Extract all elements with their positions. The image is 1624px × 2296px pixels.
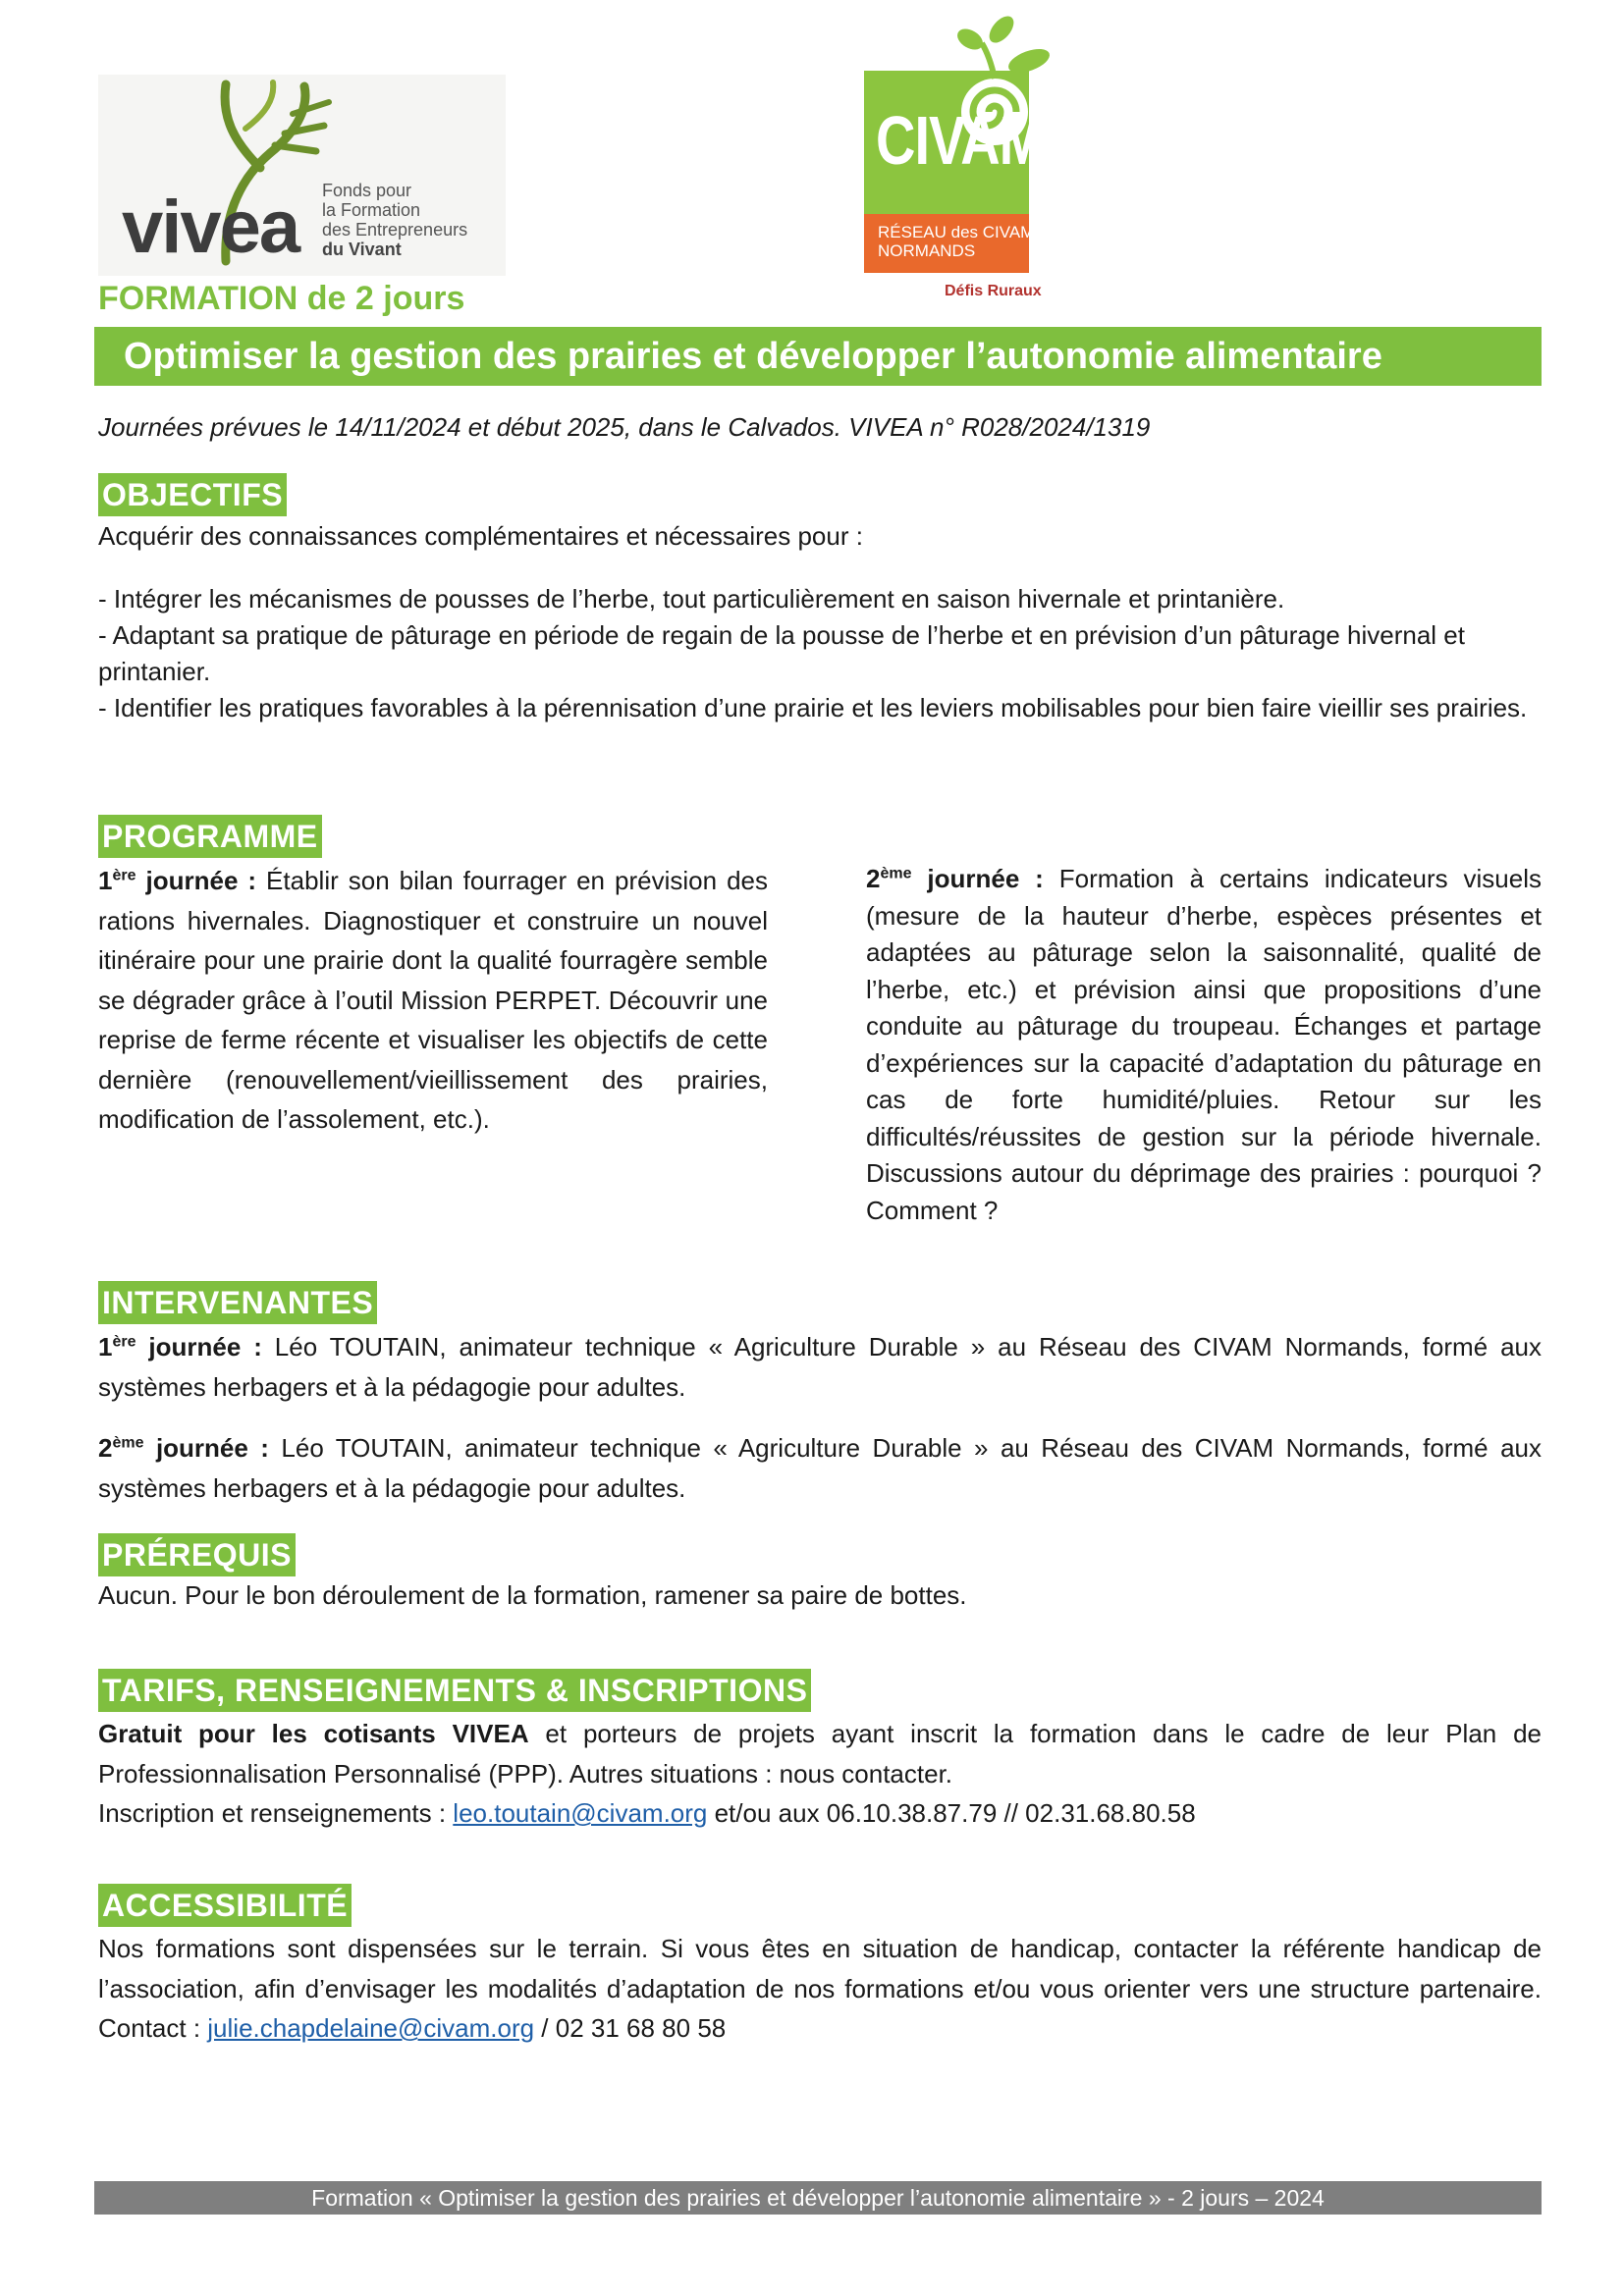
civam-wordmark: CIVAM [876,101,1045,179]
prerequis-heading: PRÉREQUIS [98,1533,296,1576]
programme-day2: 2ème journée : Formation à certains indicateurs visuels (mesure de la hauteur d’herbe, espèces présentes et adaptées au pâturage selon la saisonnalité, qualité de l’herbe, etc.) et prévision ainsi que propositions d’une conduite au pâturage du troupeau. Échanges et partage d’expériences sur la capacité d’adaptation du pâturage en cas de forte humidité/pluies. Retour sur les difficultés/réussites de gestion sur la période hivernale. Discussions autour du déprimage des prairies : pourquoi ? Comment ? [866,864,1542,1225]
programme-day1: 1ère journée : Établir son bilan fourrager en prévision des rations hivernales. Diagnostiquer et construire un nouvel itinéraire pour une prairie dont la qualité fourragère semble se dégrader grâce à l’outil Mission PERPET. Découvrir une reprise de ferme récente et visualiser les objectifs de cette dernière (renouvellement/vieillissement des prairies, modification de l’assolement, etc.). [98,866,768,1134]
accessibilite-heading: ACCESSIBILITÉ [98,1884,352,1927]
intervenantes-day1: 1ère journée : Léo TOUTAIN, animateur technique « Agriculture Durable » au Réseau des CIVAM Normands, formé aux systèmes herbagers et à la pédagogie pour adultes. [98,1332,1542,1402]
intro-line: Journées prévues le 14/11/2024 et début 2025, dans le Calvados. VIVEA n° R028/2024/1319 [98,412,1151,442]
page-title: Optimiser la gestion des prairies et développer l’autonomie alimentaire [124,336,1382,377]
footer-bar [94,2181,1542,2215]
vivea-tagline: Fonds pour la Formation des Entrepreneurs du Vivant [322,181,468,259]
objectifs-list [98,581,1542,726]
accessibilite-text: Nos formations sont dispensées sur le terrain. Si vous êtes en situation de handicap, contacter la référente handicap de l’association, afin d’envisager les modalités d’adaptation de nos formations et/ou vous orienter vers une structure partenaire. Contact : julie.chapdelaine@civam.org / 02 31 68 80 58 [98,1934,1542,2043]
intervenantes-day2: 2ème journée : Léo TOUTAIN, animateur technique « Agriculture Durable » au Réseau des CIVAM Normands, formé aux systèmes herbagers et à la pédagogie pour adultes. [98,1433,1542,1503]
vivea-logo [98,75,506,276]
objectif-item: - Identifier les pratiques favorables à la pérennisation d’une prairie et les leviers mobilisables pour bien faire vieillir ses prairies. [98,693,1528,722]
vivea-wordmark: vivea [122,186,299,269]
tarifs-text: Gratuit pour les cotisants VIVEA et porteurs de projets ayant inscrit la formation dans le cadre de leur Plan de Professionnalisation Personnalisé (PPP). Autres situations : nous contacter. Inscription et renseignements : leo.toutain@civam.org et/ou aux 06.10.38.87.79 // 02.31.68.80.58 [98,1719,1542,1828]
prerequis-text: Aucun. Pour le bon déroulement de la formation, ramener sa paire de bottes. [98,1580,967,1610]
objectifs-lead: Acquérir des connaissances complémentaires et nécessaires pour : [98,521,863,551]
intervenantes-heading: INTERVENANTES [98,1281,377,1324]
objectifs-heading: OBJECTIFS [98,473,287,516]
objectif-item: - Intégrer les mécanismes de pousses de l’herbe, tout particulièrement en saison hivernale et printanière. [98,584,1285,614]
formation-duration: FORMATION de 2 jours [98,280,465,317]
civam-network-band: RÉSEAU des CIVAM NORMANDS [864,214,1029,273]
leo-email-link[interactable]: leo.toutain@civam.org [453,1798,708,1828]
footer-text: Formation « Optimiser la gestion des prairies et développer l’autonomie alimentaire » - 2 jours – 2024 [311,2185,1325,2211]
civam-slogan: Défis Ruraux [945,283,1042,299]
programme-heading: PROGRAMME [98,815,322,858]
julie-email-link[interactable]: julie.chapdelaine@civam.org [207,2013,535,2043]
objectif-item: - Adaptant sa pratique de pâturage en période de regain de la pousse de l’herbe et en prévision d’un pâturage hivernal et printanier. [98,620,1465,686]
title-banner [94,327,1542,386]
tarifs-heading: TARIFS, RENSEIGNEMENTS & INSCRIPTIONS [98,1669,811,1712]
civam-logo [864,16,1090,320]
